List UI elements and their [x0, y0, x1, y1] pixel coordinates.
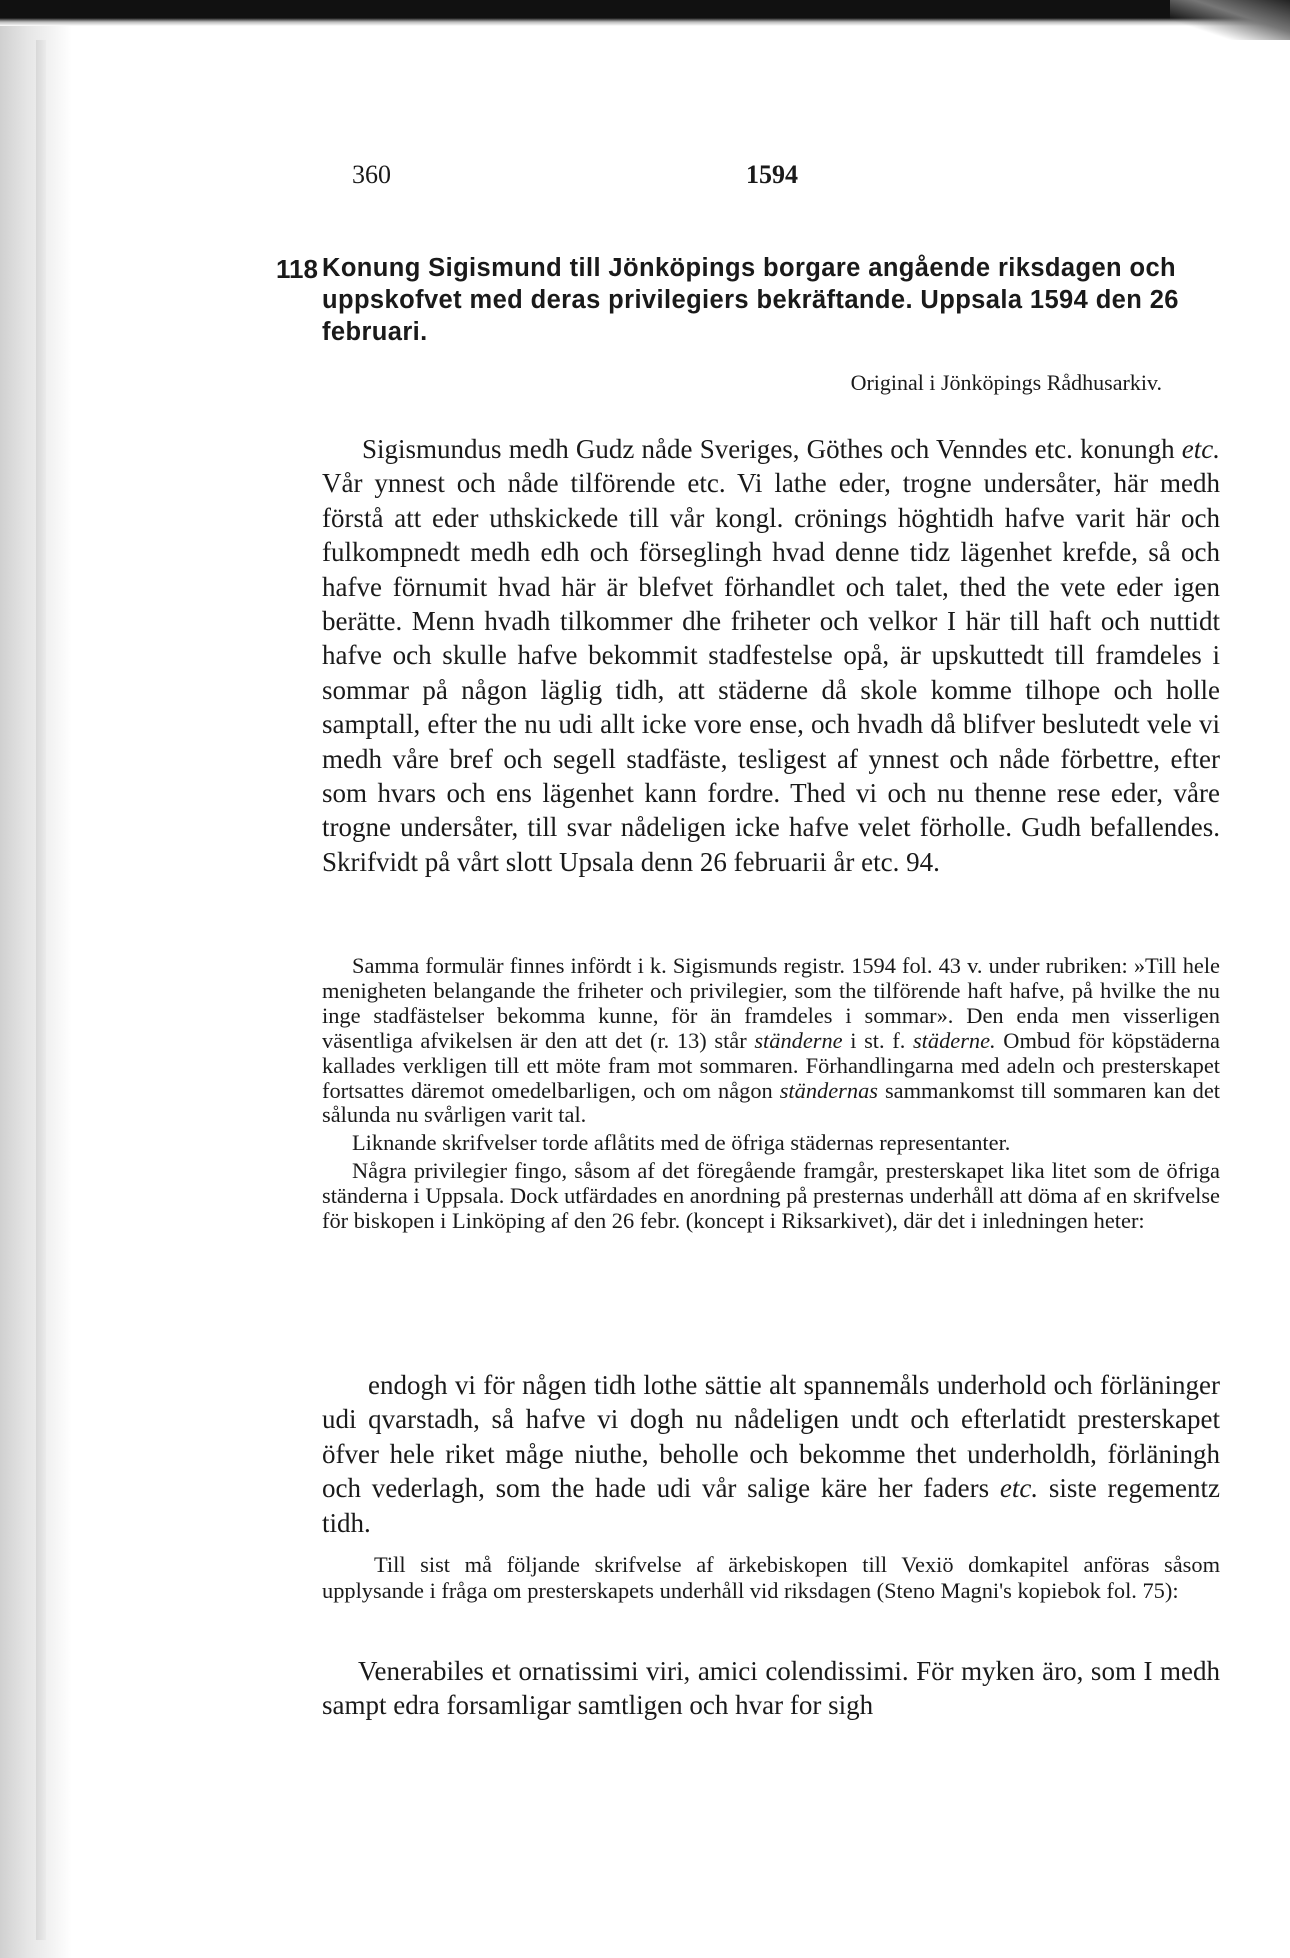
editorial-commentary-2 [322, 1552, 1220, 1604]
letter-text-italic: etc. [1181, 434, 1220, 464]
commentary-text: sammankomst till sommaren kan det sålunda nu svårligen varit tal. [322, 1077, 1220, 1128]
quoted-letter-opening [322, 1654, 1220, 1723]
commentary2-paragraph: Till sist må följande skrifvelse af ärkebiskopen till Vexiö domkapitel anföras såsom upplysande i fråga om presterskapets underhåll vid riksdagen (Steno Magni's kopiebok fol. 75): [322, 1552, 1220, 1603]
commentary-paragraph-1 [322, 954, 1220, 1128]
page-number: 360 [352, 160, 391, 189]
commentary-italic: städerne. [912, 1027, 996, 1053]
quoted-excerpt [322, 1368, 1220, 1540]
document-number: 118 [276, 254, 318, 284]
quote-text: endogh vi för någen tidh lothe sättie alt spannemåls underhold och förläninger udi qvarstadh, så hafve vi dogh nu nådeligen undt och efterlatidt presterskapet öfver hele riket måge niuthe, beholle och bekomme thet underholdh, förläningh och vederlagh, som the hade udi vår salige käre her faders [322, 1370, 1220, 1504]
commentary-paragraph-2: Liknande skrifvelser torde aflåtits med de öfriga städernas representanter. [352, 1130, 1011, 1156]
commentary-text: i st. f. [842, 1027, 913, 1053]
quote-italic: etc. [999, 1473, 1039, 1504]
editorial-commentary [322, 954, 1220, 1234]
commentary-text: Ombud för köpstäderna kallades verkligen till ett möte fram mot sommaren. Förhandlingarna med adeln och presterskapet fortsattes däremot omedelbarligen, och om någon [322, 1027, 1220, 1103]
commentary-paragraph-3: Några privilegier fingo, såsom af det föregående framgår, presterskapet lika litet som de öfriga ständerna i Uppsala. Dock utfärdades en anordning på presternas underhåll att döma af en skrifvelse för biskopen i Linköping af den 26 febr. (koncept i Riksarkivet), där det i inledningen heter: [322, 1158, 1220, 1234]
quote-paragraph [322, 1368, 1220, 1540]
letter-text-part2: Vår ynnest och nåde tilförende etc. Vi lathe eder, trogne undersåter, här medh förstå att eder uthskickede till vår kongl. crönings höghtidh hafve varit här och fulkompnedt medh edh och förseglingh hvad denne tidz lägenhet krefde, så och hafve förnumit hvad här är blefvet förhandlet och talet, thed the vete eder igen berätte. Menn hvadh tilkommer dhe friheter och velkor I här till haft och nuttidt hafve och skulle hafve bekommit stadfestelse opå, är upskuttedt till framdeles i sommar på någon läglig tidh, att städerne då skole komme tilhope och holle samptall, efter the nu udi allt icke vore ense, och hvadh då blifver beslutedt vele vi medh våre bref och segell stadfäste, tesligest af ynnest och nåde förbettre, efter som hvars och ens lägenhet kann fordre. Thed vi och nu thenne rese eder, våre trogne undersåter, till svar nådeligen icke hafve velet förholle. Gudh befallendes. Skrifvidt på vårt slott Upsala denn 26 februarii år etc. 94. [322, 468, 1220, 877]
header-year: 1594 [746, 160, 798, 189]
running-head [0, 160, 1290, 200]
letter-text-part1: Sigismundus medh Gudz nåde Sveriges, Göthes och Venndes etc. konungh [362, 434, 1182, 464]
letter-text [322, 432, 1220, 879]
commentary-text: Samma formulär finnes infördt i k. Sigismunds registr. 1594 fol. 43 v. under rubriken: »Till hele menigheten belangande the friheter och privilegier, som the tilförende haft hafve, på hvilke the nu inge stadfästelser bekomma kunne, för än framdeles i sommar». Den enda men visserligen väsentliga afvikelsen är den att det (r. 13) står [322, 953, 1220, 1053]
document-heading: Konung Sigismund till Jönköpings borgare angående riksdagen och uppskofvet med deras privilegiers bekräftande. Uppsala 1594 den 26 februari. [322, 254, 1179, 346]
commentary-italic: ständerne [754, 1027, 843, 1053]
quote2-paragraph: Venerabiles et ornatissimi viri, amici colendissimi. För myken äro, som I medh sampt edra forsamligar samtligen och hvar for sigh [322, 1656, 1220, 1721]
source-note: Original i Jönköpings Rådhusarkiv. [850, 370, 1162, 395]
commentary-italic: ständernas [779, 1077, 878, 1103]
quote-text: siste regementz tidh. [322, 1473, 1220, 1538]
